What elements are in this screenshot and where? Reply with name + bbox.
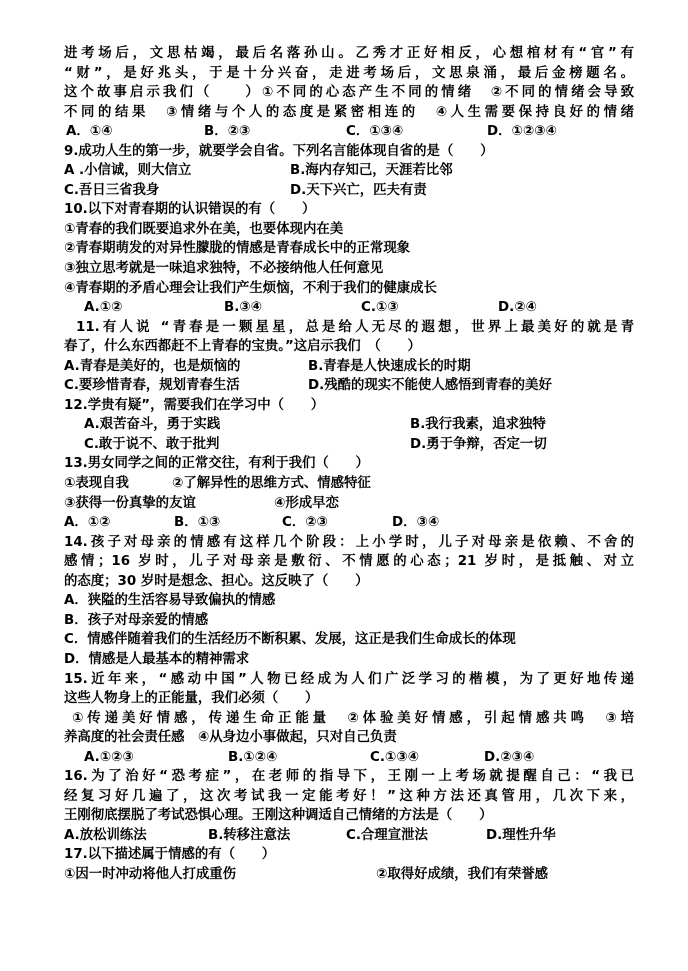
question-15: 15.近年来，“感动中国”人物已经成为人们广泛学习的楷模，为了更好地传递 bbox=[64, 671, 634, 687]
option: A．①② bbox=[64, 515, 111, 531]
text-line: “财”，是好兆头，于是十分兴奋，走进考场后，文思泉涌，最后金榜题名。 bbox=[64, 65, 634, 81]
option: A．狭隘的生活容易导致偏执的情感 bbox=[64, 593, 276, 609]
option: B．①③ bbox=[174, 515, 221, 531]
statement: ①青春的我们既要追求外在美，也要体现内在美 bbox=[64, 221, 344, 237]
option: A.①②③ bbox=[84, 749, 134, 765]
text-line: 这个故事启示我们（ ）①不同的心态产生不同的情绪 ②不同的情绪会导致 bbox=[64, 85, 634, 101]
statement-row bbox=[64, 474, 634, 494]
option: A.放松训练法 bbox=[64, 827, 147, 843]
statement: ①因一时冲动将他人打成重伤 bbox=[64, 866, 237, 882]
option: D.理性升华 bbox=[486, 827, 556, 843]
statement: ①表现自我 bbox=[64, 476, 129, 492]
option: C.吾日三省我身 bbox=[64, 182, 160, 198]
question-11: 11.有人说 “青春是一颗星星，总是给人无尽的遐想，世界上最美好的就是青 bbox=[76, 319, 634, 335]
option: C．②③ bbox=[282, 515, 328, 531]
option: B．②③ bbox=[204, 124, 251, 140]
q12-options bbox=[64, 415, 634, 435]
question-12: 12.学贵有疑”，需要我们在学习中（ ） bbox=[64, 397, 325, 413]
option: C.①③ bbox=[361, 300, 399, 316]
option: D.②④ bbox=[498, 300, 537, 316]
option: D．①②③④ bbox=[487, 124, 557, 140]
q8-options bbox=[64, 122, 634, 142]
option: D.②③④ bbox=[484, 749, 535, 765]
q11-options bbox=[64, 376, 634, 396]
option: A .小信诚，则大信立 bbox=[64, 163, 192, 179]
text-line: 的态度；30 岁时是想念、担心。这反映了（ ） bbox=[64, 573, 369, 589]
text-line: 这些人物身上的正能量，我们必须（ ） bbox=[64, 691, 319, 707]
statement: ②取得好成绩，我们有荣誉感 bbox=[376, 866, 549, 882]
option: D.天下兴亡，匹夫有责 bbox=[290, 182, 427, 198]
exam-page bbox=[64, 44, 634, 885]
option: D.勇于争辩，否定一切 bbox=[410, 436, 547, 452]
text-line: 春了，什么东西都赶不上青春的宝贵。”这启示我们 （ ） bbox=[64, 339, 421, 355]
question-9: 9.成功人生的第一步，就要学会自省。下列名言能体现自省的是（ ） bbox=[64, 143, 494, 159]
option: C.合理宣泄法 bbox=[346, 827, 428, 843]
option: B.海内存知己，天涯若比邻 bbox=[290, 163, 453, 179]
option: B.①②④ bbox=[228, 749, 278, 765]
question-14: 14.孩子对母亲的情感有这样几个阶段：上小学时，儿子对母亲是依赖、不舍的 bbox=[64, 534, 634, 550]
q9-options bbox=[64, 161, 634, 181]
question-13: 13.男女同学之间的正常交往，有利于我们（ ） bbox=[64, 456, 369, 472]
option: D.残酷的现实不能使人感悟到青春的美好 bbox=[308, 378, 552, 394]
option: A.艰苦奋斗，勇于实践 bbox=[84, 417, 221, 433]
statement: ④青春期的矛盾心理会让我们产生烦恼，不利于我们的健康成长 bbox=[64, 280, 437, 296]
statement: ③获得一份真挚的友谊 bbox=[64, 495, 196, 511]
text-line: 不同的结果 ③情绪与个人的态度是紧密相连的 ④人生需要保持良好的情绪 bbox=[64, 104, 634, 120]
option: C．①③④ bbox=[346, 124, 404, 140]
statement: ③独立思考就是一味追求独特，不必接纳他人任何意见 bbox=[64, 261, 384, 277]
q15-options bbox=[64, 748, 634, 768]
text-line: 进考场后，文思枯竭，最后名落孙山。乙秀才正好相反，心想棺材有“官”有 bbox=[64, 46, 634, 61]
q13-options bbox=[64, 513, 634, 533]
statement: ②青春期萌发的对异性朦胧的情感是青春成长中的正常现象 bbox=[64, 241, 411, 257]
option: B.转移注意法 bbox=[208, 827, 291, 843]
statement-row bbox=[64, 494, 634, 514]
option: C．情感伴随着我们的生活经历不断积累、发展，这正是我们生命成长的体现 bbox=[64, 632, 516, 648]
statement: 养高度的社会责任感 ④从身边小事做起，只对自己负责 bbox=[64, 730, 397, 746]
text-line: 感情；16 岁时，儿子对母亲是敷衍、不情愿的心态；21 岁时，是抵触、对立 bbox=[64, 554, 634, 570]
question-10: 10.以下对青春期的认识错误的有（ ） bbox=[64, 202, 316, 218]
option: A.青春是美好的，也是烦恼的 bbox=[64, 358, 241, 374]
option: B.青春是人快速成长的时期 bbox=[308, 358, 471, 374]
option: C.要珍惜青春，规划青春生活 bbox=[64, 378, 240, 394]
option: A.①② bbox=[84, 300, 123, 316]
question-16: 16.为了治好“恐考症”，在老师的指导下，王刚一上考场就提醒自己：“我已 bbox=[64, 769, 634, 785]
text-line: 王刚彻底摆脱了考试恐惧心理。王刚这种调适自己情绪的方法是（ ） bbox=[64, 808, 493, 824]
statement: ④形成早恋 bbox=[274, 495, 339, 511]
option: C.①③④ bbox=[370, 749, 419, 765]
option: C.敢于说不、敢于批判 bbox=[84, 436, 220, 452]
q11-options bbox=[64, 357, 634, 377]
statement: ②了解异性的思维方式、情感特征 bbox=[172, 476, 371, 492]
statement-row bbox=[64, 865, 634, 885]
statement: ①传递美好情感，传递生命正能量 ②体验美好情感，引起情感共鸣 ③培 bbox=[72, 710, 634, 726]
option: D．情感是人最基本的精神需求 bbox=[64, 651, 250, 667]
q12-options bbox=[64, 435, 634, 455]
option: D．③④ bbox=[392, 515, 440, 531]
option: A．①④ bbox=[66, 124, 113, 140]
option: B.③④ bbox=[224, 300, 262, 316]
q10-options bbox=[64, 298, 634, 318]
question-17: 17.以下描述属于情感的有（ ） bbox=[64, 847, 276, 863]
q16-options bbox=[64, 826, 634, 846]
option: B.我行我素，追求独特 bbox=[410, 417, 546, 433]
text-line: 经复习好几遍了，这次考试我一定能考好！”这种方法还真管用，几次下来， bbox=[64, 788, 634, 804]
q9-options bbox=[64, 181, 634, 201]
option: B．孩子对母亲爱的情感 bbox=[64, 612, 209, 628]
